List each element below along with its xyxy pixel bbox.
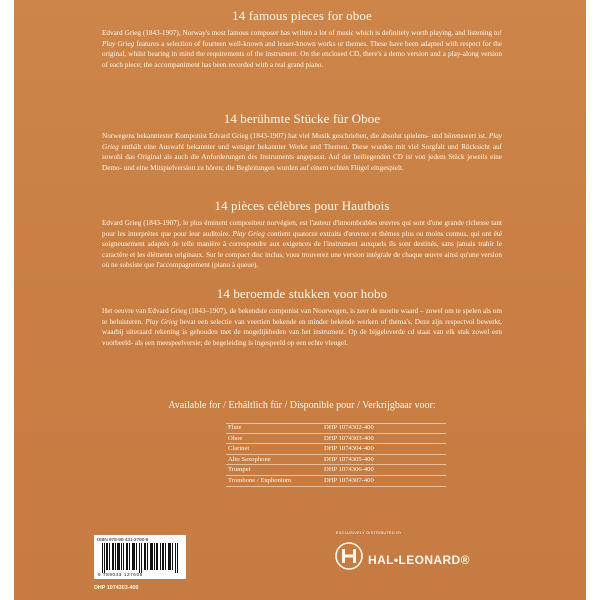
section-body: Edvard Grieg (1843-1907), le plus éminent compositeur norvégien, est l'auteur d'innombrables œuvres qui sont d'une grande richesse tant pour les interprètes que pour leur auditoire. Play Grieg contient quatorze extraits d'œuvres et thèmes plus ou moins connus, qui ont été soigneusement adaptés de telle manière à correspondre aux exigences de l'instrument auxquels ils sont destinés, sans jamais trahir le caractère et les éléments originaux. Sur le compact disc inclus, vous trouverez une version intégrale de chaque œuvre ainsi qu'une version où ne subsiste que l'accompagnement (piano à queue). [102, 219, 503, 270]
instrument-name: Oboe [228, 434, 243, 442]
product-code: DHP 1074304-400 [324, 445, 374, 453]
instrument-row [226, 444, 446, 455]
instrument-name: Trombone / Euphonium [228, 476, 292, 484]
hal-leonard-logo-icon [334, 541, 364, 571]
product-code: DHP 1074302-400 [324, 424, 374, 431]
section-title: 14 berühmte Stücke für Oboe [223, 111, 381, 126]
product-code-footer: DHP 1074303-400 [94, 585, 139, 591]
isbn-label: ISBN 978-90-431-2760-8 [97, 537, 149, 542]
instrument-row [226, 455, 446, 466]
instrument-row [226, 434, 446, 445]
section-german [102, 111, 502, 173]
section-body: Edvard Grieg (1843-1907), Norway's most famous composer has written a lot of music which is definitely worth playing, and listening to! Play Grieg features a selection of fourteen well-known and lesser-known works or themes. These have been adapted with respect for the original, whilst bearing in mind the requirements of the instrument. On the enclosed CD, there's a demo version and a play-along version of each piece; the accompaniment has been recorded with a real grand piano. [102, 29, 502, 69]
section-dutch [102, 286, 502, 348]
instrument-name: Alto Saxophone [228, 455, 271, 463]
instrument-name: Trumpet [228, 466, 251, 474]
instrument-row [226, 423, 446, 434]
product-code: DHP 1074306-400 [324, 466, 374, 474]
publisher-logo-block [332, 531, 492, 583]
publisher-name: HAL•LEONARD® [368, 553, 470, 567]
instrument-name: Flute [228, 424, 242, 431]
instrument-name: Clarinet [228, 445, 250, 453]
section-body: Het oeuvre van Edvard Grieg (1843–1907), de bekendste componist van Noorwegen, is zeer de moeite waard – zowel om te spelen als om te beluisteren. Play Grieg bevat een selectie van veertien bekende en minder bekende werken of thema's. Deze zijn respectvol bewerkt, waarbij uiteraard rekening is gehouden met de mogelijkheden van het instrument. Op de bijgeleverde cd staat van elk stuk zowel een voorbeeld- als een meespeelversie; de begeleiding is ingespeeld op een echte vleugel. [102, 307, 502, 347]
section-title: 14 famous pieces for oboe [232, 8, 372, 23]
availability-title: Available for / Erhältlich für / Disponible pour / Verkrijgbaar voor: [168, 400, 436, 411]
section-english [102, 8, 502, 70]
product-code: DHP 1074307-400 [324, 476, 374, 484]
barcode [94, 535, 186, 579]
product-code: DHP 1074303-400 [324, 434, 374, 442]
section-french [102, 198, 502, 271]
section-title: 14 pièces célèbres pour Hautbois [214, 198, 390, 213]
distributed-by-label: EXCLUSIVELY DISTRIBUTED BY [336, 531, 402, 535]
instrument-row [226, 476, 446, 487]
product-code: DHP 1074305-400 [324, 455, 374, 463]
back-cover [14, 0, 586, 600]
instrument-row [226, 465, 446, 476]
instrument-table [226, 423, 446, 487]
section-body: Norwegens bekanntester Komponist Edvard Grieg (1843-1907) hat viel Musik geschrieben, die absolut spielens- und hörenswert ist. Play Grieg enthält eine Auswahl bekannter und weniger bekannter Werke und Themen. Diese wurden mit viel Sorgfalt und Rücksicht auf sowohl das Original als auch die Anforderungen des Instruments angepasst. Auf der beiliegenden CD ist von jedem Stück jeweils eine Demo- und eine Mitspielversion zu hören; die Begleitungen wurden auf einem echten Flügel eingespielt. [102, 132, 502, 172]
section-title: 14 beroemde stukken voor hobo [216, 286, 388, 301]
barcode-bars-icon [102, 543, 180, 573]
barcode-digits: 9 789043 127608 [98, 572, 143, 577]
